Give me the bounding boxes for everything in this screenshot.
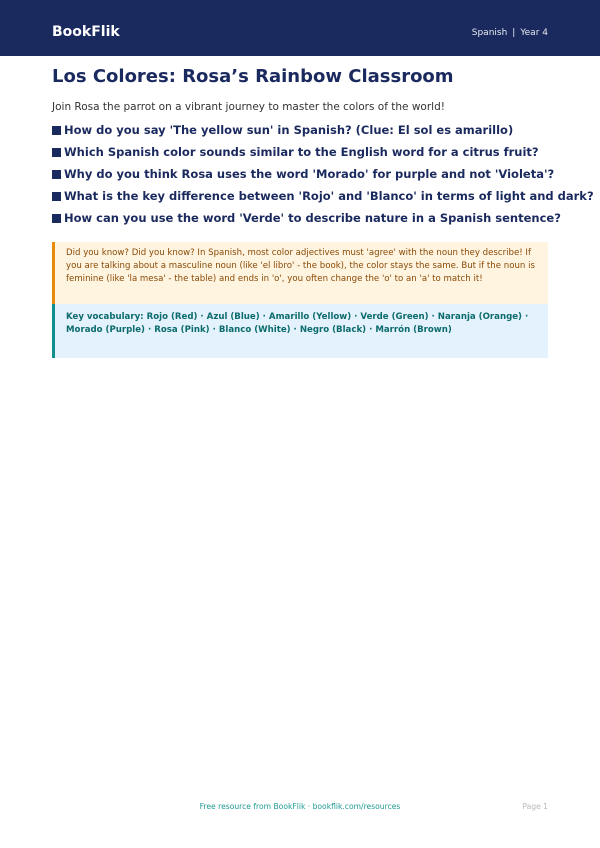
question-list bbox=[52, 122, 594, 232]
question-item bbox=[52, 144, 552, 166]
question-text: How can you use the word 'Verde' to describe nature in a Spanish sentence? bbox=[64, 211, 561, 225]
subject-meta bbox=[472, 27, 548, 39]
square-bullet-icon bbox=[52, 170, 61, 179]
question-item bbox=[52, 166, 555, 188]
subject-label: Spanish bbox=[471, 28, 508, 38]
square-bullet-icon bbox=[52, 148, 61, 157]
question-text: How do you say 'The yellow sun' in Spanish? (Clue: El sol es amarillo) bbox=[64, 123, 514, 137]
key-vocabulary-box: Key vocabulary: Rojo (Red) · Azul (Blue) · Amarillo (Yellow) · Verde (Green) · Naranja (Orange) · Morado (Purple) · Rosa (Pink) · Blanco (White) · Negro (Black) · Marrón (Brown) bbox=[52, 304, 548, 358]
question-item bbox=[52, 210, 561, 232]
page-header bbox=[0, 0, 600, 56]
page-title: Los Colores: Rosa’s Rainbow Classroom bbox=[52, 66, 454, 87]
intro-text: Join Rosa the parrot on a vibrant journey to master the colors of the world! bbox=[52, 101, 445, 113]
question-item bbox=[52, 188, 594, 210]
brand-logo[interactable]: BookFlik bbox=[52, 24, 120, 40]
meta-separator: | bbox=[512, 28, 516, 38]
did-you-know-callout: Did you know? Did you know? In Spanish, most color adjectives must 'agree' with the noun they describe! If you are talking about a masculine noun (like 'el libro' - the book), the color stays the same. But if the noun is feminine (like 'la mesa' - the table) and ends in 'o', you often change the 'o' to an 'a' to match it! bbox=[52, 242, 548, 304]
question-text: Why do you think Rosa uses the word 'Morado' for purple and not 'Violeta'? bbox=[64, 167, 555, 181]
footer-link[interactable]: Free resource from BookFlik · bookflik.com/resources bbox=[199, 802, 401, 811]
square-bullet-icon bbox=[52, 126, 61, 135]
page-number: Page 1 bbox=[522, 802, 548, 811]
question-item bbox=[52, 122, 552, 144]
question-text: Which Spanish color sounds similar to the English word for a citrus fruit? bbox=[64, 145, 539, 159]
square-bullet-icon bbox=[52, 214, 61, 223]
year-label: Year 4 bbox=[520, 28, 548, 38]
question-text: What is the key difference between 'Rojo' and 'Blanco' in terms of light and dark? bbox=[64, 189, 594, 203]
square-bullet-icon bbox=[52, 192, 61, 201]
